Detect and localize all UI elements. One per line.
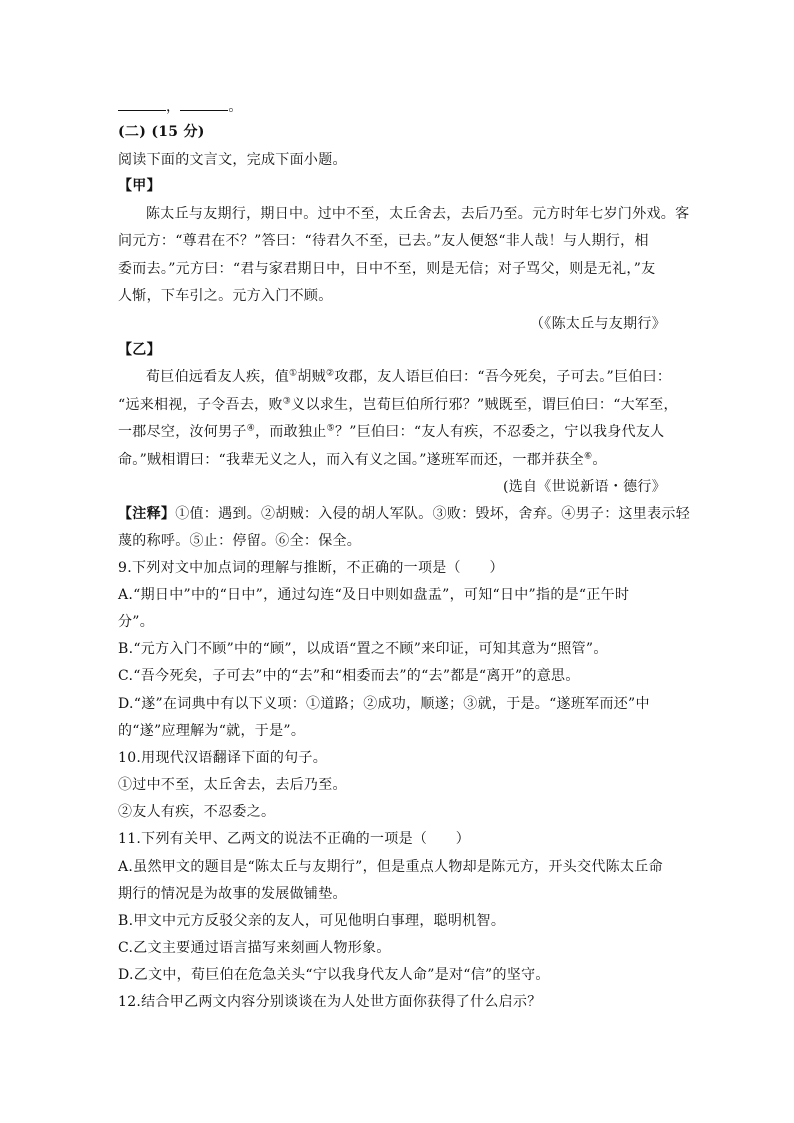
q9-option-c: C.“吾今死矣，子可去”中的“去”和“相委而去”的“去”都是“离开”的意思。 xyxy=(118,668,580,684)
passage-b-line: “远来相视，子令吾去，败③义以求生，岂荀巨伯所行邪？”贼既至，谓巨伯曰：“大军至， xyxy=(118,396,678,413)
passage-a-line: 陈太丘与友期行，期日中。过中不至，太丘舍去，去后乃至。元方时年七岁门外戏。客 xyxy=(146,206,690,222)
passage-a-source: （《陈太丘与友期行》 xyxy=(530,316,666,332)
answer-blank-1[interactable] xyxy=(118,96,166,111)
passage-b-line: 荀巨伯远看友人疾，值①胡贼②攻郡，友人语巨伯曰：“吾今死矣，子可去。”巨伯曰： xyxy=(146,368,672,385)
instruction: 阅读下面的文言文，完成下面小题。 xyxy=(118,152,347,168)
question-11: 11.下列有关甲、乙两文的说法不正确的一项是（ ） xyxy=(118,831,471,847)
q10-sentence-2: ②友人有疾，不忍委之。 xyxy=(118,804,276,820)
q10-sentence-1: ①过中不至，太丘舍去，去后乃至。 xyxy=(118,777,347,793)
question-12: 12.结合甲乙两文内容分别谈谈在为人处世方面你获得了什么启示？ xyxy=(118,994,542,1010)
section-title: (二) (15 分) xyxy=(118,124,205,140)
passage-a-line: 委而去。”元方曰：“君与家君期日中，日中不至，则是无信；对子骂父，则是无礼，”友 xyxy=(118,261,656,277)
passage-b-line: 一郡尽空，汝何男子④，而敢独止⑤？”巨伯曰：“友人有疾，不忍委之，宁以我身代友人 xyxy=(118,423,665,440)
q9-option-d: D.“遂”在词典中有以下义项：①道路；②成功，顺遂；③就，于是。“遂班军而还”中 xyxy=(118,696,650,712)
q9-option-a: A.“期日中”中的“日中”，通过勾连“及日中则如盘盂”，可知“日中”指的是“正午时 xyxy=(118,587,630,603)
q11-option-d: D.乙文中，荀巨伯在危急关头“宁以我身代友人命”是对“信”的坚守。 xyxy=(118,967,550,983)
passage-a-line: 人惭，下车引之。元方入门不顾。 xyxy=(118,288,333,304)
passage-b-source: (选自《世说新语・德行》 xyxy=(502,479,666,495)
passage-b-label: 【乙】 xyxy=(118,342,161,358)
answer-blank-2[interactable] xyxy=(180,96,228,111)
passage-a-line: 问元方：“尊君在不？”答曰：“待君久不至，已去。”友人便怒“非人哉！与人期行，相 xyxy=(118,233,649,249)
q11-option-b: B.甲文中元方反驳父亲的友人，可见他明白事理，聪明机智。 xyxy=(118,913,506,929)
notes-line: 蔑的称呼。⑤止：停留。⑥全：保全。 xyxy=(118,533,362,549)
question-10: 10.用现代汉语翻译下面的句子。 xyxy=(118,750,328,766)
q9-option-b: B.“元方入门不顾”中的“顾”，以成语“置之不顾”来印证，可知其意为“照管”。 xyxy=(118,641,608,657)
q9-option-d-cont: 的“遂”应理解为“就，于是”。 xyxy=(118,723,306,739)
passage-b-line: 命。”贼相谓曰：“我辈无义之人，而入有义之国。”遂班军而还，一郡并获全⑥。 xyxy=(118,451,607,468)
q11-option-c: C.乙文主要通过语言描写来刻画人物形象。 xyxy=(118,940,391,956)
passage-a-label: 【甲】 xyxy=(118,178,161,194)
question-9: 9.下列对文中加点词的理解与推断，不正确的一项是（ ） xyxy=(118,560,504,576)
answer-blanks: ， 。 xyxy=(118,96,243,117)
q11-option-a-cont: 期行的情况是为故事的发展做铺垫。 xyxy=(118,886,347,902)
q9-option-a-cont: 分”。 xyxy=(118,614,155,630)
notes-label: 【注释】 xyxy=(118,506,176,522)
q11-option-a: A.虽然甲文的题目是“陈太丘与友期行”，但是重点人物却是陈元方，开头交代陈太丘命 xyxy=(118,859,663,875)
notes-line: 【注释】①值：遇到。②胡贼：入侵的胡人军队。③败：毁坏，舍弃。④男子：这里表示轻 xyxy=(118,506,691,522)
